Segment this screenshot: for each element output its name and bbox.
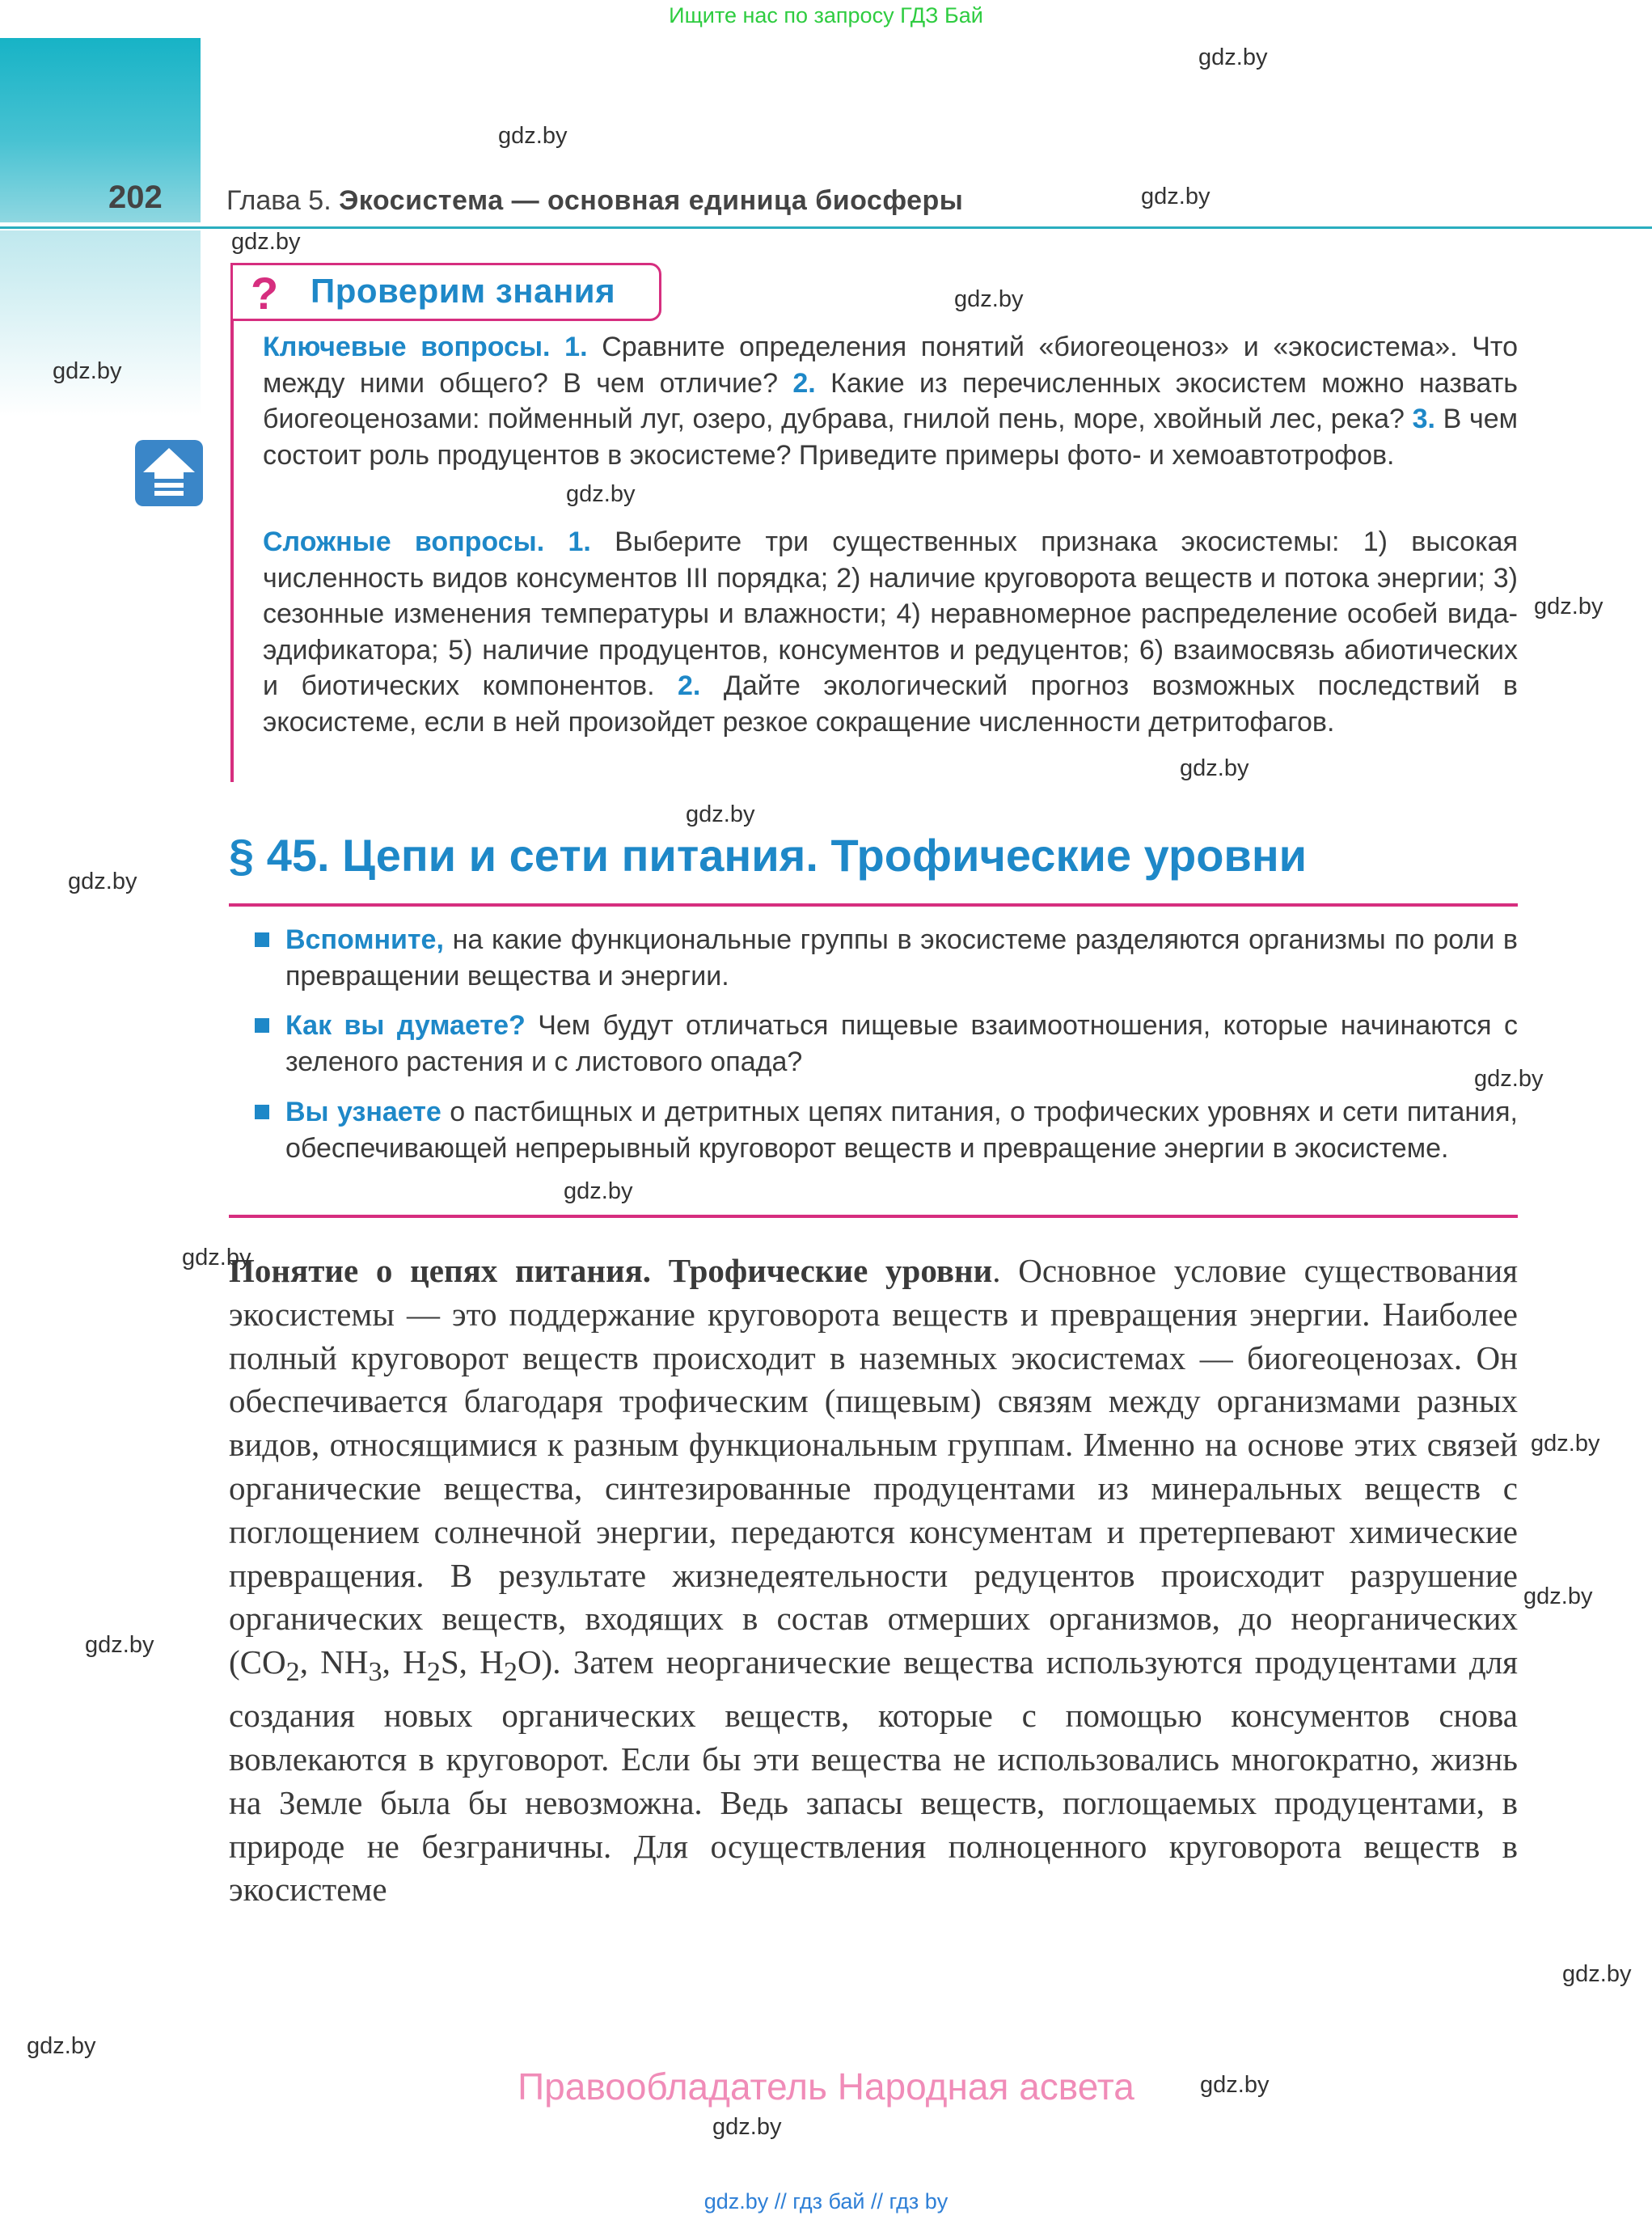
learn-label: Вы узнаете <box>285 1097 442 1127</box>
bullet-square-icon <box>255 932 269 947</box>
watermark: gdz.by <box>564 1178 633 1204</box>
hard-q1-number: 1. <box>568 526 591 557</box>
watermark: gdz.by <box>712 2114 782 2140</box>
question-mark-icon: ? <box>251 268 279 319</box>
watermark: gdz.by <box>566 481 636 507</box>
section-title: § 45. Цепи и сети питания. Трофические уровни <box>229 830 1308 881</box>
section-divider-top <box>229 903 1518 907</box>
main-text-part: , H <box>382 1643 427 1681</box>
watermark: gdz.by <box>1531 1431 1600 1457</box>
chapter-title: Экосистема — основная единица биосферы <box>339 185 964 216</box>
watermark: gdz.by <box>53 358 122 384</box>
home-up-arrow-icon[interactable] <box>135 440 203 506</box>
subscript: 2 <box>503 1657 518 1688</box>
page-corner-decoration <box>0 38 201 222</box>
watermark: gdz.by <box>27 2033 96 2059</box>
margin-decoration <box>0 230 201 416</box>
check-knowledge-title: Проверим знания <box>311 272 616 310</box>
watermark: gdz.by <box>498 123 568 149</box>
learn-text: о пастбищных и детритных цепях питания, о трофических уровнях и сети питания, обеспечивающей непрерывный круговорот веществ и превращение энергии в экосистеме. <box>285 1097 1518 1164</box>
watermark: gdz.by <box>68 869 137 894</box>
key-q2-number: 2. <box>792 367 816 399</box>
chapter-prefix: Глава 5. <box>226 185 332 216</box>
think-text: Чем будут отличаться пищевые взаимоотношения, которые начинаются с зеленого растения и с листового опада? <box>285 1010 1518 1077</box>
watermark: gdz.by <box>1198 44 1268 70</box>
key-q3-text: В чем состоит роль продуцентов в экосистеме? Приведите примеры фото- и хемоавтотрофов. <box>263 404 1519 471</box>
watermark: gdz.by <box>1180 755 1249 781</box>
subscript: 3 <box>368 1657 382 1688</box>
watermark: gdz.by <box>1534 594 1603 619</box>
watermark: gdz.by <box>85 1632 154 1658</box>
hard-questions <box>263 524 1518 741</box>
key-q2-text: Какие из перечисленных экосистем можно назвать биогеоценозами: пойменный луг, озеро, дубрава, гнилой пень, море, хвойный лес, река? <box>263 367 1519 435</box>
main-lead: Понятие о цепях питания. Трофические уровни <box>229 1252 993 1289</box>
main-text-part: O). Затем неорганические вещества используются продуцентами для создания новых органических веществ, которые с помощью консументов снова вовлекаются в круговорот. Если бы эти вещества не использовались многократно, жизнь на Земле была бы невозможна. Ведь запасы веществ, поглощаемых продуцентами, в природе не безграничны. Для осуществления полноценного круговорота веществ в экосистеме <box>229 1643 1519 1909</box>
hard-q2-text: Дайте экологический прогноз возможных последствий в экосистеме, если в ней произойдет резкое сокращение численности детритофагов. <box>263 670 1518 738</box>
hard-q1-text: Выберите три существенных признака экосистемы: 1) высокая численность видов консументов III порядка; 2) наличие круговорота веществ и потока энергии; 3) сезонные изменения температуры и влажности; 4) неравномерное распределение особей вида-эдификатора; 5) наличие продуцентов, консументов и редуцентов; 6) взаимосвязь абиотических и биотических компонентов. <box>263 526 1519 702</box>
main-text-part: . Основное условие существования экосистемы — это поддержание круговорота веществ и превращения энергии. Наиболее полный круговорот веществ происходит в наземных экосистемах — биогеоценозах. Он обеспечивается благодаря трофическим (пищевым) связям между организмами разных видов, относящимися к разным функциональным группам. Именно на основе этих связей органические вещества, синтезированные продуцентами из минеральных веществ с поглощением солнечной энергии, передаются консументам и претерпевают химические превращения. В результате жизнедеятельности редуцентов происходит разрушение органических веществ, входящих в состав отмерших организмов, до неорганических (CO <box>229 1252 1518 1681</box>
recall-text: на какие функциональные группы в экосистеме разделяются организмы по роли в превращении вещества и энергии. <box>285 924 1518 991</box>
watermark: gdz.by <box>1141 184 1210 209</box>
subscript: 2 <box>285 1657 300 1688</box>
think-label: Как вы думаете? <box>285 1010 526 1041</box>
key-q3-number: 3. <box>1412 404 1435 435</box>
key-q1-text: Сравните определения понятий «биогеоценоз» и «экосистема». Что между ними общего? В чем отличие? <box>263 332 1518 399</box>
bullet-recall <box>285 922 1518 995</box>
key-questions-label: Ключевые вопросы. <box>263 332 551 362</box>
main-text-part: S, H <box>440 1643 504 1681</box>
main-text-part: , NH <box>299 1643 369 1681</box>
subscript: 2 <box>426 1657 441 1688</box>
key-q1-number: 1. <box>564 332 588 362</box>
search-banner[interactable]: Ищите нас по запросу ГДЗ Бай <box>669 3 983 27</box>
main-text <box>229 1249 1518 1912</box>
key-questions <box>263 329 1518 473</box>
watermark: gdz.by <box>1200 2072 1270 2098</box>
footer-links[interactable]: gdz.by // гдз бай // гдз by <box>703 2189 949 2213</box>
watermark: gdz.by <box>954 286 1024 312</box>
chapter-heading <box>226 185 963 217</box>
bullet-learn <box>285 1094 1518 1167</box>
watermark: gdz.by <box>1474 1066 1544 1092</box>
copyright-notice: Правообладатель Народная асвета <box>518 2065 1134 2108</box>
recall-label: Вспомните, <box>285 924 444 955</box>
watermark: gdz.by <box>1562 1961 1632 1987</box>
bullet-think <box>285 1008 1518 1080</box>
check-knowledge-bar <box>230 321 234 782</box>
watermark: gdz.by <box>686 801 755 827</box>
hard-questions-label: Сложные вопросы. <box>263 526 545 557</box>
watermark: gdz.by <box>1523 1583 1593 1609</box>
bullet-square-icon <box>255 1105 269 1119</box>
hard-q2-number: 2. <box>678 670 701 702</box>
bullet-square-icon <box>255 1018 269 1033</box>
section-divider-bottom <box>229 1215 1518 1218</box>
watermark: gdz.by <box>231 229 301 255</box>
watermark: gdz.by <box>182 1245 251 1271</box>
page-number: 202 <box>108 180 163 215</box>
